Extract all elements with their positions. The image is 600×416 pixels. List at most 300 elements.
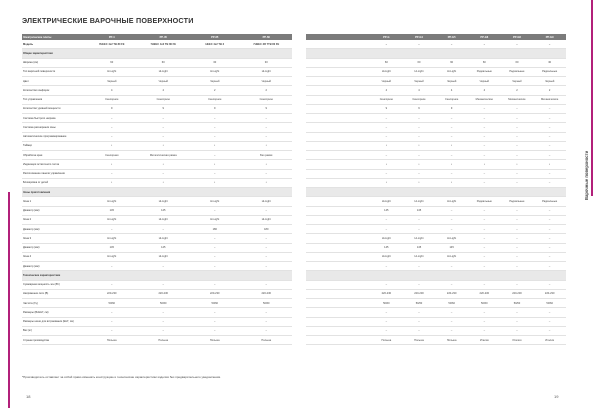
row-label-cell: Система быстрого нагрева: [22, 114, 86, 123]
value-cell: Черный: [86, 77, 138, 86]
table-row: [306, 86, 566, 95]
value-cell: 60: [370, 58, 403, 67]
value-cell: Черный: [533, 77, 566, 86]
value-cell: –: [241, 206, 293, 215]
value-cell: –: [241, 326, 293, 335]
value-cell: [403, 271, 436, 280]
page-title: ЭЛЕКТРИЧЕСКИЕ ВАРОЧНЫЕ ПОВЕРХНОСТИ: [22, 16, 194, 25]
header-model-cell: PP-4: [86, 34, 138, 40]
table-row: [306, 289, 566, 298]
table-row: [22, 252, 292, 261]
value-cell: Металлическая рамка: [138, 151, 190, 160]
left-page: [22, 0, 292, 416]
value-cell: –: [241, 317, 293, 326]
value-cell: Польша: [403, 336, 436, 345]
table-row: [22, 234, 292, 243]
table-row: [306, 252, 566, 261]
value-cell: –: [468, 178, 501, 187]
value-cell: –: [435, 132, 468, 141]
row-label-cell: Диаметр (мм): [22, 243, 86, 252]
row-label-cell: Индикация остаточного тепла: [22, 160, 86, 169]
table-row: [22, 280, 292, 289]
row-label-cell: [306, 40, 370, 49]
value-cell: [533, 271, 566, 280]
value-cell: Сенсорное: [138, 95, 190, 104]
value-cell: –: [533, 243, 566, 252]
value-cell: –: [435, 206, 468, 215]
value-cell: Польша: [138, 336, 190, 345]
value-cell: Сенсорное: [403, 95, 436, 104]
table-row: [306, 132, 566, 141]
value-cell: Hi-Light: [370, 197, 403, 206]
value-cell: 220-230: [501, 289, 534, 298]
value-cell: –: [370, 326, 403, 335]
table-row: [22, 40, 292, 49]
table-row: [306, 317, 566, 326]
value-cell: Сенсорное: [189, 95, 241, 104]
value-cell: 50/60: [533, 299, 566, 308]
value-cell: •: [533, 160, 566, 169]
value-cell: 50/60: [370, 299, 403, 308]
table-row: [306, 40, 566, 49]
value-cell: Hi-Light: [86, 67, 138, 76]
value-cell: –: [533, 114, 566, 123]
row-label-cell: [306, 308, 370, 317]
value-cell: [533, 188, 566, 197]
table-row: [306, 141, 566, 150]
value-cell: –: [501, 308, 534, 317]
value-cell: Черный: [468, 77, 501, 86]
row-label-cell: [306, 77, 370, 86]
value-cell: –: [501, 225, 534, 234]
table-row: [22, 206, 292, 215]
value-cell: Hi-Light: [241, 197, 293, 206]
value-cell: Польша: [189, 336, 241, 345]
header-model-cell: PP-G5: [435, 34, 468, 40]
value-cell: –: [501, 280, 534, 289]
value-cell: 9: [403, 104, 436, 113]
value-cell: –: [189, 252, 241, 261]
header-model-cell: PP-45: [138, 34, 190, 40]
value-cell: Черный: [403, 77, 436, 86]
row-label-cell: [306, 141, 370, 150]
value-cell: –: [468, 234, 501, 243]
value-cell: –: [370, 132, 403, 141]
row-label-cell: Диаметр (мм): [22, 225, 86, 234]
value-cell: 4: [86, 86, 138, 95]
value-cell: –: [370, 169, 403, 178]
value-cell: –: [468, 317, 501, 326]
value-cell: Hi-Light: [138, 234, 190, 243]
value-cell: [241, 271, 293, 280]
value-cell: –: [468, 243, 501, 252]
row-label-cell: Тип управления: [22, 95, 86, 104]
row-label-cell: [306, 299, 370, 308]
value-cell: Сенсорная: [86, 151, 138, 160]
value-cell: 180: [189, 225, 241, 234]
value-cell: •: [403, 160, 436, 169]
row-label-cell: [306, 271, 370, 280]
value-cell: [403, 188, 436, 197]
value-cell: –: [435, 215, 468, 224]
value-cell: –: [533, 151, 566, 160]
value-cell: •: [501, 160, 534, 169]
row-label-cell: Размеры ниши для встраивания (ШxГ, см): [22, 317, 86, 326]
value-cell: Hi-Light: [370, 252, 403, 261]
row-label-cell: Страна производства: [22, 336, 86, 345]
header-label-cell: Электрические плиты: [22, 34, 86, 40]
value-cell: Польша: [435, 336, 468, 345]
value-cell: 145: [403, 206, 436, 215]
value-cell: Hi-Light: [138, 252, 190, 261]
value-cell: –: [138, 317, 190, 326]
section-row: [22, 188, 292, 197]
footnote: *Производитель оставляет за собой право изменять конструкцию и технические характеристики изделия без предварительного уведомления.: [22, 375, 221, 379]
value-cell: –: [468, 215, 501, 224]
row-label-cell: [306, 178, 370, 187]
row-label-cell: [306, 95, 370, 104]
value-cell: –: [468, 123, 501, 132]
value-cell: –: [189, 280, 241, 289]
value-cell: –: [501, 215, 534, 224]
value-cell: –: [468, 252, 501, 261]
value-cell: Hi-Light: [86, 197, 138, 206]
row-label-cell: Модель: [22, 40, 86, 49]
value-cell: –: [86, 326, 138, 335]
value-cell: 220-230: [468, 289, 501, 298]
row-label-cell: Количество конфорок: [22, 86, 86, 95]
value-cell: Механическое: [468, 95, 501, 104]
value-cell: Механическое: [533, 95, 566, 104]
table-row: [22, 262, 292, 271]
value-cell: –: [468, 114, 501, 123]
value-cell: 220-230: [533, 289, 566, 298]
value-cell: –: [189, 169, 241, 178]
value-cell: 2: [241, 86, 293, 95]
header-model-cell: PP-65: [189, 34, 241, 40]
table-row: [22, 197, 292, 206]
value-cell: –: [370, 123, 403, 132]
value-cell: [501, 49, 534, 58]
value-cell: –: [370, 215, 403, 224]
value-cell: –: [138, 308, 190, 317]
table-row: [22, 77, 292, 86]
row-label-cell: Суммарная мощность зон (Вт): [22, 280, 86, 289]
table-row: [306, 58, 566, 67]
value-cell: 220-230: [138, 289, 190, 298]
value-cell: 60: [86, 58, 138, 67]
value-cell: •: [370, 178, 403, 187]
value-cell: –: [241, 114, 293, 123]
header-model-cell: PP-G6: [468, 34, 501, 40]
value-cell: 50/60: [86, 299, 138, 308]
table-row: [306, 206, 566, 215]
value-cell: –: [86, 225, 138, 234]
value-cell: –: [370, 225, 403, 234]
value-cell: –: [370, 317, 403, 326]
table-row: [22, 317, 292, 326]
value-cell: Италия: [533, 336, 566, 345]
value-cell: 50/60: [189, 299, 241, 308]
row-label-cell: Обработка края: [22, 151, 86, 160]
value-cell: –: [86, 123, 138, 132]
section-row: [306, 271, 566, 280]
value-cell: –: [189, 151, 241, 160]
value-cell: •: [241, 178, 293, 187]
row-label-cell: Ширина (см): [22, 58, 86, 67]
value-cell: 60: [435, 58, 468, 67]
table-row: [22, 336, 292, 345]
value-cell: Механическое: [501, 95, 534, 104]
value-cell: –: [403, 151, 436, 160]
value-cell: •: [370, 160, 403, 169]
value-cell: •: [370, 141, 403, 150]
value-cell: 9: [138, 104, 190, 113]
value-cell: Радиальные: [533, 197, 566, 206]
value-cell: 50/60: [501, 299, 534, 308]
value-cell: •: [435, 178, 468, 187]
value-cell: –: [241, 123, 293, 132]
value-cell: •: [241, 141, 293, 150]
value-cell: •: [403, 178, 436, 187]
row-label-cell: [306, 104, 370, 113]
value-cell: Hi-Light: [86, 234, 138, 243]
value-cell: –: [189, 234, 241, 243]
value-cell: Польша: [241, 336, 293, 345]
value-cell: –: [533, 234, 566, 243]
value-cell: Черный: [501, 77, 534, 86]
value-cell: •: [86, 160, 138, 169]
value-cell: 220-230: [370, 289, 403, 298]
value-cell: •: [435, 141, 468, 150]
row-label-cell: [306, 67, 370, 76]
value-cell: Черный: [138, 77, 190, 86]
value-cell: •: [435, 160, 468, 169]
table-row: [306, 280, 566, 289]
value-cell: •: [138, 178, 190, 187]
value-cell: –: [468, 40, 501, 49]
value-cell: 50/60: [241, 299, 293, 308]
row-label-cell: [306, 215, 370, 224]
value-cell: –: [189, 132, 241, 141]
value-cell: –: [241, 262, 293, 271]
value-cell: –: [370, 262, 403, 271]
spec-table-right: [306, 34, 566, 345]
table-row: [22, 178, 292, 187]
value-cell: 7HEEC 4x2 TB 80 FE: [86, 40, 138, 49]
row-label-cell: [306, 86, 370, 95]
value-cell: [241, 49, 293, 58]
row-label-cell: Зона 2: [22, 215, 86, 224]
header-model-cell: PP-66: [241, 34, 293, 40]
value-cell: –: [138, 114, 190, 123]
value-cell: [189, 49, 241, 58]
value-cell: •: [138, 160, 190, 169]
section-row: [306, 188, 566, 197]
value-cell: 60: [403, 58, 436, 67]
row-label-cell: [306, 252, 370, 261]
value-cell: [370, 271, 403, 280]
value-cell: Радиальные: [501, 197, 534, 206]
value-cell: 7HEEC 4x2 TB 80 FE: [138, 40, 190, 49]
value-cell: –: [370, 280, 403, 289]
header-model-cell: PP-G4: [403, 34, 436, 40]
value-cell: –: [533, 252, 566, 261]
value-cell: 50/60: [468, 299, 501, 308]
value-cell: –: [403, 225, 436, 234]
value-cell: –: [403, 317, 436, 326]
value-cell: [370, 49, 403, 58]
table-row: [306, 262, 566, 271]
table-row: [306, 169, 566, 178]
value-cell: Сенсорное: [370, 95, 403, 104]
row-label-cell: [306, 262, 370, 271]
value-cell: –: [435, 326, 468, 335]
row-label-cell: Блокировка от детей: [22, 178, 86, 187]
right-page: [306, 0, 566, 416]
value-cell: –: [501, 317, 534, 326]
value-cell: Черный: [435, 77, 468, 86]
section-row: [22, 271, 292, 280]
value-cell: Италия: [468, 336, 501, 345]
value-cell: Радиальные: [501, 67, 534, 76]
value-cell: –: [468, 169, 501, 178]
row-label-cell: Система расширения зоны: [22, 123, 86, 132]
row-label-cell: [306, 336, 370, 345]
table-row: [22, 58, 292, 67]
value-cell: [468, 49, 501, 58]
row-label-cell: [306, 169, 370, 178]
value-cell: Hi-Light: [138, 215, 190, 224]
value-cell: Hi-Light: [403, 197, 436, 206]
value-cell: –: [501, 234, 534, 243]
table-row: [22, 160, 292, 169]
table-row: [22, 104, 292, 113]
value-cell: –: [435, 308, 468, 317]
value-cell: –: [403, 262, 436, 271]
page-number-right: 19: [554, 394, 559, 399]
value-cell: Черный: [241, 77, 293, 86]
value-cell: 9: [435, 104, 468, 113]
row-label-cell: Размеры (ВxШxГ, см): [22, 308, 86, 317]
value-cell: 30: [189, 58, 241, 67]
value-cell: 145: [435, 243, 468, 252]
value-cell: 60: [501, 58, 534, 67]
value-cell: –: [533, 104, 566, 113]
value-cell: –: [435, 262, 468, 271]
table-row: [22, 86, 292, 95]
value-cell: –: [403, 114, 436, 123]
value-cell: 2: [189, 86, 241, 95]
row-label-cell: [306, 151, 370, 160]
value-cell: –: [501, 169, 534, 178]
value-cell: –: [241, 243, 293, 252]
header-model-cell: PP-G8: [501, 34, 534, 40]
value-cell: Hi-Light: [138, 197, 190, 206]
value-cell: 9: [86, 104, 138, 113]
table-row: [22, 243, 292, 252]
value-cell: –: [501, 206, 534, 215]
value-cell: Польша: [86, 336, 138, 345]
value-cell: •: [468, 160, 501, 169]
row-label-cell: Автоматическое программирование: [22, 132, 86, 141]
value-cell: [468, 271, 501, 280]
value-cell: 2: [501, 86, 534, 95]
value-cell: –: [533, 262, 566, 271]
value-cell: [501, 271, 534, 280]
value-cell: 50/60: [138, 299, 190, 308]
value-cell: –: [501, 326, 534, 335]
value-cell: [501, 188, 534, 197]
value-cell: Радиальные: [533, 67, 566, 76]
value-cell: 145: [370, 243, 403, 252]
side-tab: [584, 120, 592, 200]
table-row: [306, 151, 566, 160]
value-cell: Сенсорное: [241, 95, 293, 104]
value-cell: 30: [241, 58, 293, 67]
row-label-cell: [306, 58, 370, 67]
value-cell: –: [533, 40, 566, 49]
value-cell: 220-230: [86, 289, 138, 298]
table-row: [22, 326, 292, 335]
value-cell: 145: [86, 243, 138, 252]
value-cell: 145: [86, 206, 138, 215]
value-cell: –: [501, 104, 534, 113]
value-cell: –: [533, 206, 566, 215]
table-row: [22, 169, 292, 178]
value-cell: 50/60: [403, 299, 436, 308]
value-cell: Hi-Light: [370, 67, 403, 76]
value-cell: [138, 49, 190, 58]
table-row: [306, 104, 566, 113]
table-row: [306, 234, 566, 243]
value-cell: –: [370, 40, 403, 49]
value-cell: –: [468, 104, 501, 113]
row-label-cell: Зоны приготовления: [22, 188, 86, 197]
value-cell: –: [468, 206, 501, 215]
value-cell: [138, 188, 190, 197]
table-row: [306, 114, 566, 123]
table-row: [22, 67, 292, 76]
value-cell: •: [189, 141, 241, 150]
value-cell: •: [189, 178, 241, 187]
value-cell: –: [403, 123, 436, 132]
value-cell: Hi-Light: [403, 67, 436, 76]
table-row: [306, 67, 566, 76]
value-cell: 4: [403, 86, 436, 95]
value-cell: 4: [468, 86, 501, 95]
value-cell: 220-230: [403, 289, 436, 298]
value-cell: –: [403, 215, 436, 224]
value-cell: [138, 271, 190, 280]
value-cell: –: [403, 326, 436, 335]
value-cell: •: [189, 160, 241, 169]
value-cell: 145: [138, 206, 190, 215]
value-cell: –: [501, 123, 534, 132]
row-label-cell: [306, 289, 370, 298]
table-row: [306, 178, 566, 187]
value-cell: Радиальные: [468, 67, 501, 76]
value-cell: –: [533, 317, 566, 326]
value-cell: 9: [241, 104, 293, 113]
value-cell: Hi-Light: [189, 67, 241, 76]
value-cell: 50/60: [435, 299, 468, 308]
value-cell: –: [403, 308, 436, 317]
value-cell: [86, 49, 138, 58]
value-cell: –: [435, 114, 468, 123]
value-cell: Hi-Light: [403, 234, 436, 243]
value-cell: –: [86, 132, 138, 141]
